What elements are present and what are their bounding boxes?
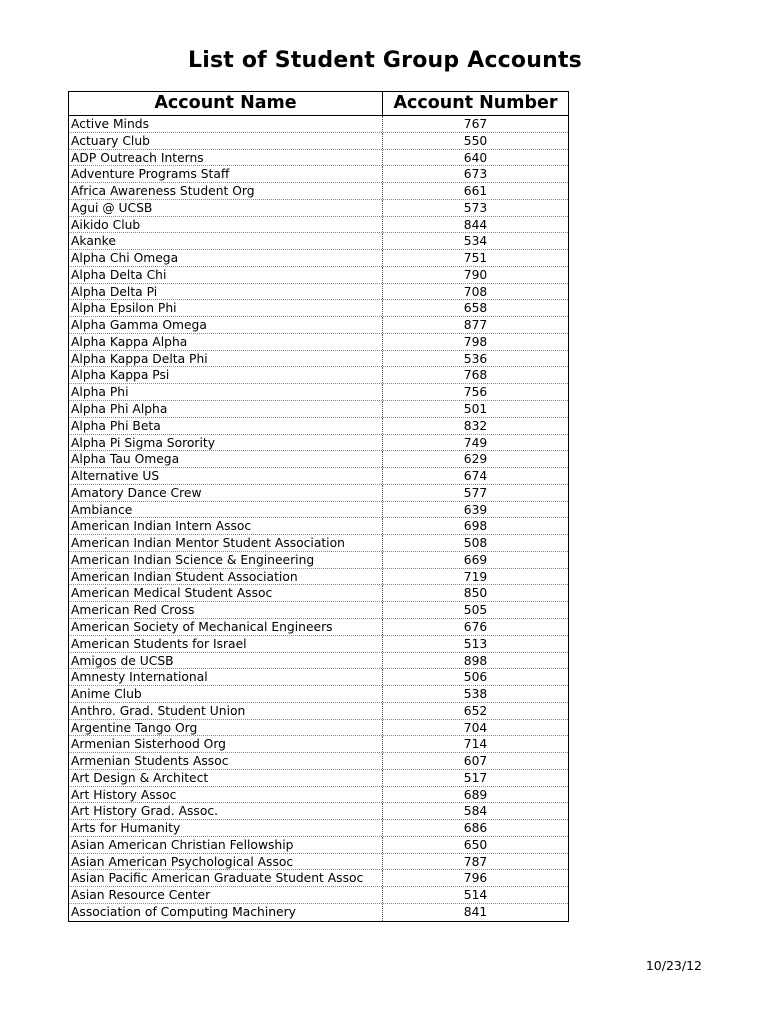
account-name-cell: Amnesty International (69, 669, 383, 685)
account-number-cell: 517 (463, 770, 488, 785)
account-number-cell: 534 (463, 234, 488, 249)
account-name-cell: Association of Computing Machinery (69, 904, 383, 921)
account-number-cell: 652 (463, 703, 488, 718)
table-row (69, 720, 568, 737)
account-number-cell: 714 (463, 737, 488, 752)
account-number-cell: 844 (463, 217, 488, 232)
table-row (69, 619, 568, 636)
table-row (69, 585, 568, 602)
table-row (69, 166, 568, 183)
table-row (69, 351, 568, 368)
account-name-cell: Armenian Sisterhood Org (69, 736, 383, 752)
account-name-cell: Art Design & Architect (69, 770, 383, 786)
account-name-cell: Alpha Phi Alpha (69, 401, 383, 417)
account-number-cell: 538 (463, 687, 488, 702)
table-row (69, 451, 568, 468)
account-name-cell: Alpha Pi Sigma Sorority (69, 435, 383, 451)
table-row (69, 535, 568, 552)
table-row (69, 133, 568, 150)
account-name-cell: Agui @ UCSB (69, 200, 383, 216)
account-name-cell: Asian Resource Center (69, 887, 383, 903)
account-name-cell: Alpha Chi Omega (69, 250, 383, 266)
table-row (69, 569, 568, 586)
table-row (69, 401, 568, 418)
account-name-cell: Alpha Delta Pi (69, 284, 383, 300)
account-number-cell: 573 (463, 200, 488, 215)
account-number-cell: 686 (463, 821, 488, 836)
account-name-cell: Alpha Epsilon Phi (69, 300, 383, 316)
account-number-cell: 751 (463, 251, 488, 266)
account-name-cell: Active Minds (69, 116, 383, 132)
account-name-cell: Ambiance (69, 502, 383, 518)
account-number-cell: 640 (463, 150, 488, 165)
account-name-cell: Alpha Tau Omega (69, 451, 383, 467)
table-row (69, 250, 568, 267)
account-name-cell: Aikido Club (69, 217, 383, 233)
account-number-cell: 577 (463, 485, 488, 500)
account-name-cell: Alpha Kappa Delta Phi (69, 351, 383, 367)
account-number-cell: 676 (463, 619, 488, 634)
account-number-cell: 514 (463, 888, 488, 903)
account-number-cell: 508 (463, 536, 488, 551)
account-number-cell: 550 (463, 133, 488, 148)
account-name-cell: Alternative US (69, 468, 383, 484)
account-number-cell: 877 (463, 318, 488, 333)
account-name-cell: American Society of Mechanical Engineers (69, 619, 383, 635)
table-row (69, 300, 568, 317)
column-header-account-name: Account Name (69, 92, 383, 115)
account-name-cell: Amatory Dance Crew (69, 485, 383, 501)
table-row (69, 384, 568, 401)
account-number-cell: 661 (463, 184, 488, 199)
table-row (69, 116, 568, 133)
account-number-cell: 513 (463, 636, 488, 651)
account-number-cell: 749 (463, 435, 488, 450)
table-row (69, 418, 568, 435)
table-row (69, 753, 568, 770)
table-row (69, 770, 568, 787)
account-name-cell: American Medical Student Assoc (69, 585, 383, 601)
account-number-cell: 536 (463, 351, 488, 366)
table-row (69, 870, 568, 887)
table-row (69, 703, 568, 720)
table-row (69, 317, 568, 334)
table-row (69, 150, 568, 167)
table-row (69, 200, 568, 217)
account-name-cell: Alpha Phi (69, 384, 383, 400)
account-name-cell: Argentine Tango Org (69, 720, 383, 736)
table-row (69, 837, 568, 854)
account-number-cell: 650 (463, 837, 488, 852)
account-number-cell: 584 (463, 804, 488, 819)
account-name-cell: Amigos de UCSB (69, 653, 383, 669)
account-number-cell: 505 (463, 603, 488, 618)
table-row (69, 485, 568, 502)
column-header-account-number: Account Number (393, 93, 558, 113)
account-name-cell: American Red Cross (69, 602, 383, 618)
table-row (69, 183, 568, 200)
account-name-cell: Adventure Programs Staff (69, 166, 383, 182)
account-name-cell: Africa Awareness Student Org (69, 183, 383, 199)
table-row (69, 887, 568, 904)
account-name-cell: Alpha Delta Chi (69, 267, 383, 283)
account-name-cell: Anthro. Grad. Student Union (69, 703, 383, 719)
account-number-cell: 629 (463, 452, 488, 467)
table-row (69, 552, 568, 569)
account-number-cell: 607 (463, 754, 488, 769)
account-number-cell: 832 (463, 418, 488, 433)
table-body (69, 116, 568, 921)
accounts-table (68, 91, 569, 922)
table-row (69, 502, 568, 519)
document-date: 10/23/12 (645, 958, 702, 973)
account-name-cell: Alpha Gamma Omega (69, 317, 383, 333)
account-number-cell: 673 (463, 167, 488, 182)
account-number-cell: 841 (463, 904, 488, 919)
account-name-cell: Armenian Students Assoc (69, 753, 383, 769)
account-number-cell: 756 (463, 385, 488, 400)
table-row (69, 636, 568, 653)
table-row (69, 518, 568, 535)
account-name-cell: Asian American Christian Fellowship (69, 837, 383, 853)
account-name-cell: American Students for Israel (69, 636, 383, 652)
account-number-cell: 787 (463, 854, 488, 869)
account-name-cell: American Indian Student Association (69, 569, 383, 585)
account-name-cell: Alpha Phi Beta (69, 418, 383, 434)
table-row (69, 854, 568, 871)
table-row (69, 669, 568, 686)
page-title: List of Student Group Accounts (188, 48, 582, 73)
account-number-cell: 704 (463, 720, 488, 735)
table-row (69, 435, 568, 452)
account-name-cell: ADP Outreach Interns (69, 150, 383, 166)
table-row (69, 233, 568, 250)
account-name-cell: Anime Club (69, 686, 383, 702)
table-row (69, 904, 568, 921)
table-row (69, 820, 568, 837)
table-row (69, 468, 568, 485)
account-number-cell: 689 (463, 787, 488, 802)
account-name-cell: Asian Pacific American Graduate Student Assoc (69, 870, 383, 886)
account-number-cell: 639 (463, 502, 488, 517)
account-name-cell: American Indian Science & Engineering (69, 552, 383, 568)
account-number-cell: 719 (463, 569, 488, 584)
account-number-cell: 790 (463, 267, 488, 282)
table-row (69, 217, 568, 234)
table-row (69, 653, 568, 670)
table-row (69, 334, 568, 351)
account-name-cell: Actuary Club (69, 133, 383, 149)
table-row (69, 787, 568, 804)
table-row (69, 803, 568, 820)
account-name-cell: American Indian Mentor Student Association (69, 535, 383, 551)
table-row (69, 736, 568, 753)
account-name-cell: Arts for Humanity (69, 820, 383, 836)
account-number-cell: 658 (463, 301, 488, 316)
account-number-cell: 768 (463, 368, 488, 383)
account-name-cell: Asian American Psychological Assoc (69, 854, 383, 870)
account-name-cell: Art History Assoc (69, 787, 383, 803)
table-header-row (69, 92, 568, 116)
table-row (69, 267, 568, 284)
account-name-cell: Alpha Kappa Psi (69, 367, 383, 383)
account-number-cell: 708 (463, 284, 488, 299)
account-name-cell: American Indian Intern Assoc (69, 518, 383, 534)
account-number-cell: 506 (463, 670, 488, 685)
account-name-cell: Alpha Kappa Alpha (69, 334, 383, 350)
account-number-cell: 898 (463, 653, 488, 668)
account-number-cell: 850 (463, 586, 488, 601)
account-name-cell: Akanke (69, 233, 383, 249)
table-row (69, 367, 568, 384)
account-number-cell: 767 (463, 117, 488, 131)
account-number-cell: 669 (463, 552, 488, 567)
account-number-cell: 698 (463, 519, 488, 534)
account-number-cell: 796 (463, 871, 488, 886)
account-number-cell: 798 (463, 334, 488, 349)
table-row (69, 686, 568, 703)
account-name-cell: Art History Grad. Assoc. (69, 803, 383, 819)
table-row (69, 602, 568, 619)
table-row (69, 284, 568, 301)
account-number-cell: 674 (463, 469, 488, 484)
account-number-cell: 501 (463, 402, 488, 417)
